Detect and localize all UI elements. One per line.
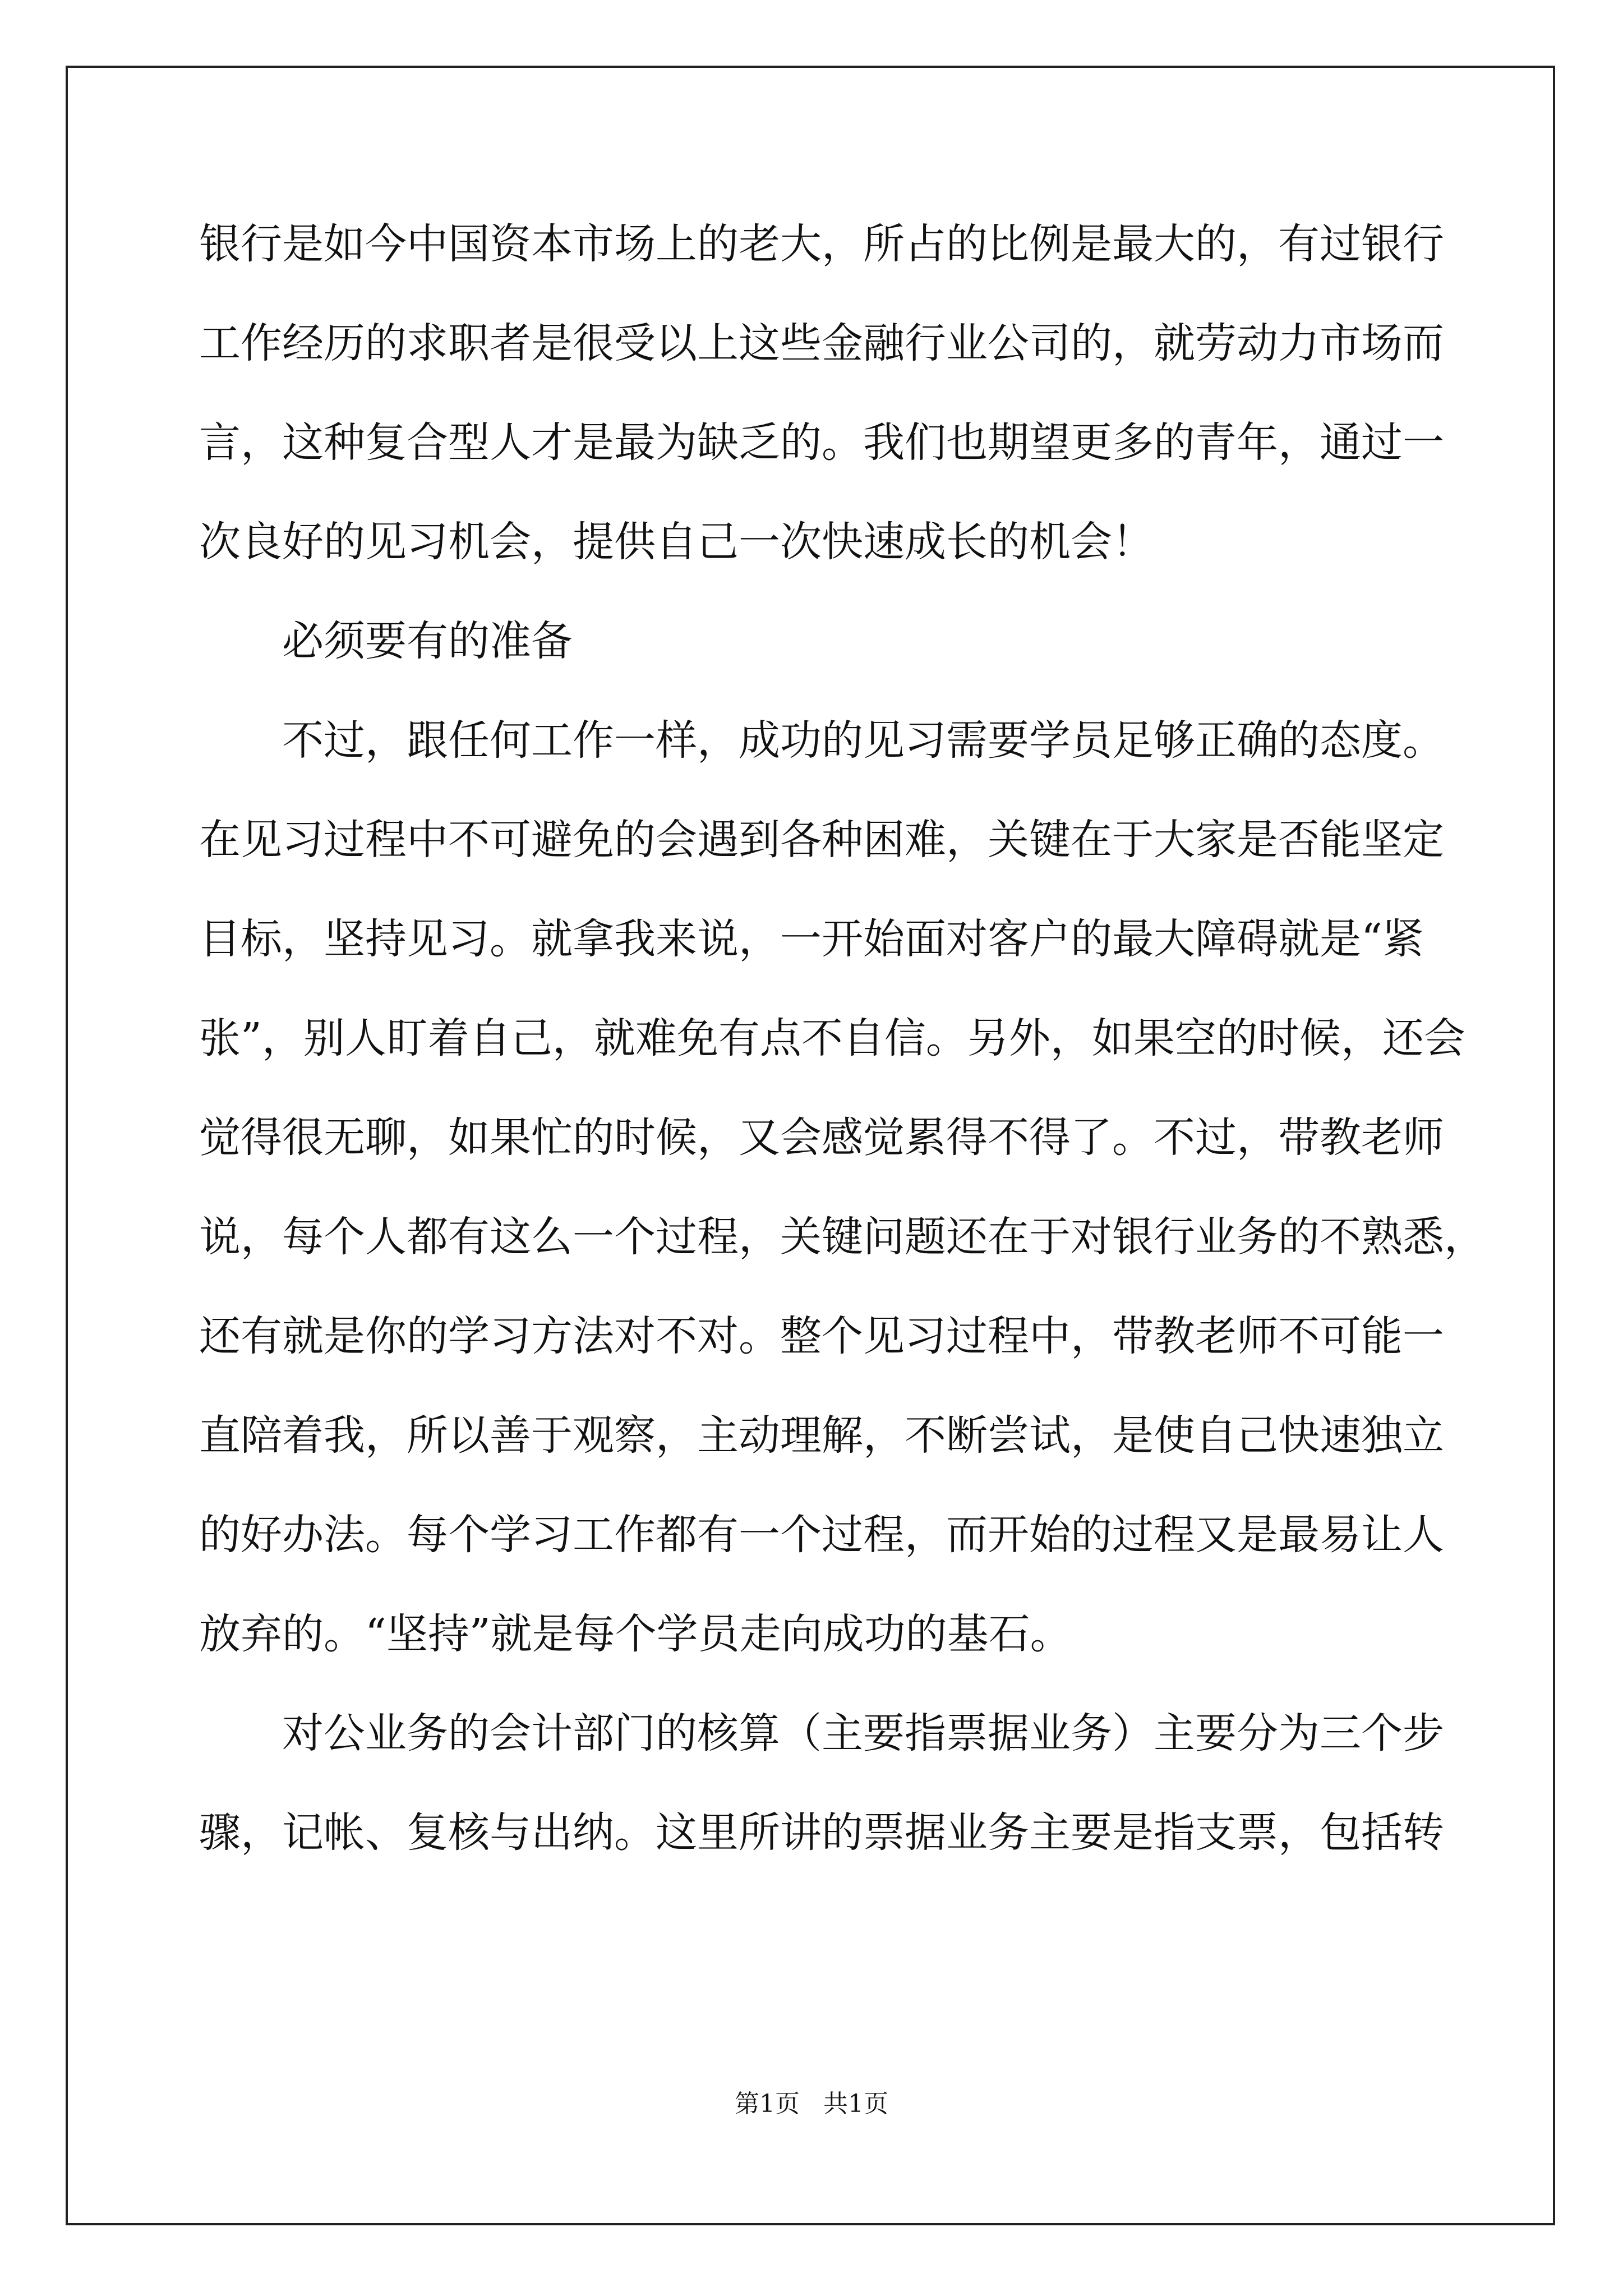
paragraph-start-line: 不过，跟任何工作一样，成功的见习需要学员足够正确的态度。 (282, 716, 1444, 765)
text-line: 直陪着我，所以善于观察，主动理解，不断尝试，是使自己快速独立 (199, 1411, 1444, 1460)
text-line: 骤，记帐、复核与出纳。这里所讲的票据业务主要是指支票，包括转 (199, 1809, 1444, 1857)
text-line: 目标，坚持见习。就拿我来说，一开始面对客户的最大障碍就是“紧 (199, 915, 1424, 963)
text-line: 言，这种复合型人才是最为缺乏的。我们也期望更多的青年，通过一 (199, 418, 1444, 467)
text-line: 还有就是你的学习方法对不对。整个见习过程中，带教老师不可能一 (199, 1312, 1444, 1360)
text-line: 的好办法。每个学习工作都有一个过程，而开始的过程又是最易让人 (199, 1511, 1444, 1559)
text-line: 说，每个人都有这么一个过程，关键问题还在于对银行业务的不熟悉， (199, 1213, 1486, 1261)
text-line: 工作经历的求职者是很受以上这些金融行业公司的，就劳动力市场而 (199, 319, 1444, 367)
document-body (199, 218, 1486, 1906)
text-line: 次良好的见习机会，提供自己一次快速成长的机会！ (199, 518, 1154, 566)
section-heading: 必须要有的准备 (282, 617, 573, 665)
page-number-footer: 第1页 共1页 (735, 2090, 888, 2118)
text-line: 银行是如今中国资本市场上的老大，所占的比例是最大的，有过银行 (199, 220, 1444, 268)
text-line: 觉得很无聊，如果忙的时候，又会感觉累得不得了。不过，带教老师 (199, 1114, 1444, 1162)
text-line: 放弃的。“坚持”就是每个学员走向成功的基石。 (199, 1610, 1072, 1658)
text-line: 张”，别人盯着自己，就难免有点不自信。另外，如果空的时候，还会 (199, 1014, 1465, 1062)
text-line: 在见习过程中不可避免的会遇到各种困难，关键在于大家是否能坚定 (199, 816, 1444, 864)
paragraph-start-line: 对公业务的会计部门的核算（主要指票据业务）主要分为三个步 (282, 1709, 1444, 1757)
